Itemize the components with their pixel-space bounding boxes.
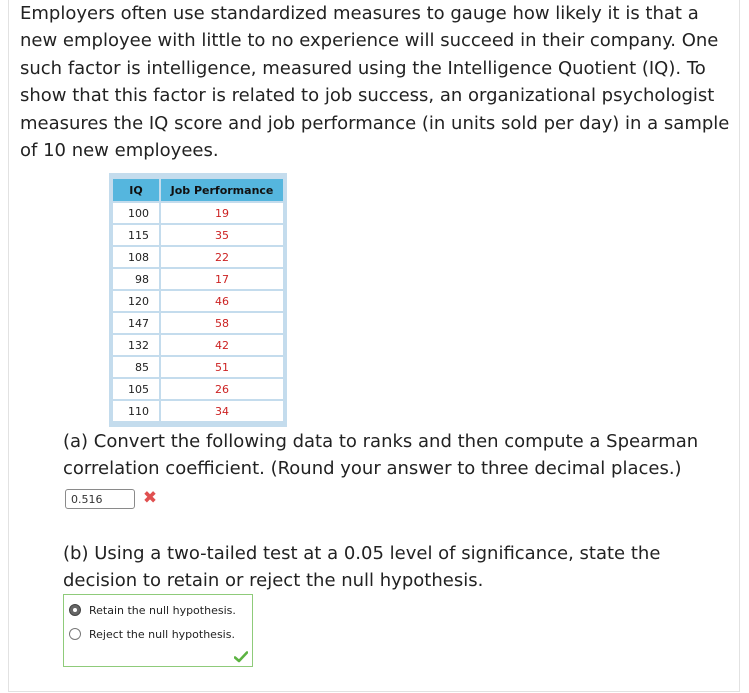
retain-option[interactable] xyxy=(69,601,236,619)
reject-radio[interactable] xyxy=(69,628,81,640)
hypothesis-radio-group xyxy=(63,594,253,667)
retain-label: Retain the null hypothesis. xyxy=(89,603,236,617)
table-row xyxy=(113,291,283,311)
data-table xyxy=(109,173,287,427)
table-row xyxy=(113,269,283,289)
iq-cell: 110 xyxy=(113,401,159,421)
job-performance-cell: 42 xyxy=(159,335,283,355)
iq-cell: 147 xyxy=(113,313,159,333)
job-performance-cell: 22 xyxy=(159,247,283,267)
header-job-performance: Job Performance xyxy=(159,179,283,201)
iq-cell: 100 xyxy=(113,203,159,223)
job-performance-cell: 35 xyxy=(159,225,283,245)
iq-cell: 115 xyxy=(113,225,159,245)
job-performance-cell: 46 xyxy=(159,291,283,311)
iq-cell: 120 xyxy=(113,291,159,311)
table-row xyxy=(113,335,283,355)
spearman-answer-input[interactable] xyxy=(65,489,135,509)
job-performance-cell: 34 xyxy=(159,401,283,421)
job-performance-cell: 58 xyxy=(159,313,283,333)
table-row xyxy=(113,313,283,333)
part-b-question: (b) Using a two-tailed test at a 0.05 level of significance, state the decision to retain or reject the null hypothesis. xyxy=(63,543,661,592)
reject-option[interactable] xyxy=(69,625,235,643)
table-row xyxy=(113,247,283,267)
header-iq: IQ xyxy=(113,179,159,201)
table-header-row xyxy=(113,179,283,201)
table-row xyxy=(113,379,283,399)
job-performance-cell: 26 xyxy=(159,379,283,399)
retain-radio[interactable] xyxy=(69,604,81,616)
part-a-question: (a) Convert the following data to ranks and then compute a Spearman correlation coefficient. (Round your answer to three decimal places.) xyxy=(63,431,699,480)
x-icon: ✖ xyxy=(142,488,158,508)
reject-label: Reject the null hypothesis. xyxy=(89,627,235,641)
problem-intro: Employers often use standardized measures to gauge how likely it is that a new employee with little to no experience will succeed in their company. One such factor is intelligence, measured using the Intelligence Quotient (IQ). To show that this factor is related to job success, an organizational psychologist measures the IQ score and job performance (in units sold per day) in a sample of 10 new employees. xyxy=(20,3,730,162)
table-row xyxy=(113,225,283,245)
table-row xyxy=(113,357,283,377)
iq-cell: 105 xyxy=(113,379,159,399)
job-performance-cell: 19 xyxy=(159,203,283,223)
iq-cell: 108 xyxy=(113,247,159,267)
iq-cell: 98 xyxy=(113,269,159,289)
iq-cell: 132 xyxy=(113,335,159,355)
job-performance-cell: 51 xyxy=(159,357,283,377)
table-row xyxy=(113,401,283,421)
job-performance-cell: 17 xyxy=(159,269,283,289)
table-row xyxy=(113,203,283,223)
iq-cell: 85 xyxy=(113,357,159,377)
check-icon xyxy=(234,651,248,663)
